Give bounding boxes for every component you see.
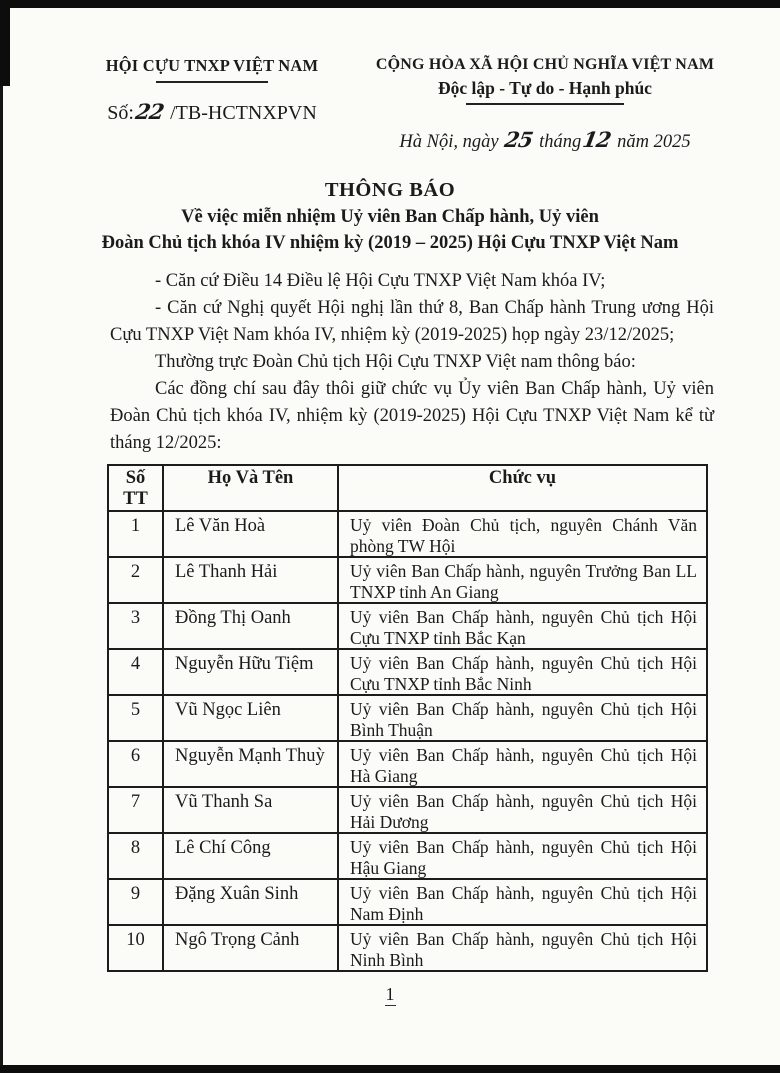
table-row [108,833,707,879]
scan-edge-bottom [0,1065,780,1073]
row-name: Vũ Ngọc Liên [163,695,338,741]
paragraph-basis-2: - Căn cứ Nghị quyết Hội nghị lần thứ 8, Ban Chấp hành Trung ương Hội Cựu TNXP Việt Nam khóa IV, nhiệm kỳ (2019-2025) họp ngày 23/12/2025; [110,298,714,345]
document-header [0,0,780,153]
paragraph-list-intro: Các đồng chí sau đây thôi giữ chức vụ Ủy viên Ban Chấp hành, Uỷ viên Đoàn Chủ tịch khóa IV, nhiệm kỳ (2019-2025) Hội Cựu TNXP Việt Nam kể từ tháng 12/2025: [110,379,714,453]
row-position: Uỷ viên Ban Chấp hành, nguyên Trưởng Ban LL TNXP tỉnh An Giang [338,557,707,603]
document-body [110,268,714,457]
motto-line: Độc lập - Tự do - Hạnh phúc [438,78,652,98]
date-mid: tháng [539,132,582,152]
row-position: Uỷ viên Ban Chấp hành, nguyên Chủ tịch Hội Bình Thuận [338,695,707,741]
table-row [108,649,707,695]
row-number: 4 [108,649,163,695]
issuing-org-block [78,56,346,153]
row-name: Lê Văn Hoà [163,511,338,557]
column-header-name: Họ Và Tên [163,465,338,511]
row-name: Vũ Thanh Sa [163,787,338,833]
scan-edge-left [0,0,3,1073]
row-position: Uỷ viên Ban Chấp hành, nguyên Chủ tịch Hội Hậu Giang [338,833,707,879]
row-position: Uỷ viên Đoàn Chủ tịch, nguyên Chánh Văn phòng TW Hội [338,511,707,557]
row-position: Uỷ viên Ban Chấp hành, nguyên Chủ tịch Hội Hà Giang [338,741,707,787]
republic-line: CỘNG HÒA XÃ HỘI CHỦ NGHĨA VIỆT NAM [375,56,715,73]
date-pre: Hà Nội, ngày [399,132,499,152]
row-name: Nguyễn Mạnh Thuỳ [163,741,338,787]
row-name: Đặng Xuân Sinh [163,879,338,925]
table-row [108,741,707,787]
row-position: Uỷ viên Ban Chấp hành, nguyên Chủ tịch Hội Cựu TNXP tỉnh Bắc Ninh [338,649,707,695]
row-number: 2 [108,557,163,603]
document-title: THÔNG BÁO [324,179,456,201]
document-number-label: Số: [107,102,134,124]
national-header-block [356,56,734,153]
row-position: Uỷ viên Ban Chấp hành, nguyên Chủ tịch Hội Cựu TNXP tỉnh Bắc Kạn [338,603,707,649]
row-number: 3 [108,603,163,649]
row-number: 6 [108,741,163,787]
table-row [108,879,707,925]
page-number [0,984,780,1006]
page-number-value: 1 [385,984,395,1004]
row-number: 5 [108,695,163,741]
dismissal-roster-table [107,464,708,972]
paragraph-announce: Thường trực Đoàn Chủ tịch Hội Cựu TNXP Việt nam thông báo: [155,352,636,372]
paragraph-basis-1: - Căn cứ Điều 14 Điều lệ Hội Cựu TNXP Việt Nam khóa IV; [155,271,606,291]
column-header-number-line1: Số [125,468,146,488]
scan-edge-top [0,0,780,8]
table-row [108,925,707,971]
row-number: 10 [108,925,163,971]
date-month-handwritten: 12 [581,127,613,152]
column-header-number [108,465,163,511]
row-name: Đồng Thị Oanh [163,603,338,649]
column-header-position: Chức vụ [338,465,707,511]
row-position: Uỷ viên Ban Chấp hành, nguyên Chủ tịch Hội Hải Dương [338,787,707,833]
row-number: 9 [108,879,163,925]
document-subtitle-line1: Về việc miễn nhiệm Uỷ viên Ban Chấp hành, Uỷ viên [181,207,599,227]
document-title-block [0,179,780,254]
motto-underline [466,103,624,105]
column-header-number-line2: TT [123,489,148,509]
scan-edge-corner [0,0,10,86]
row-position: Uỷ viên Ban Chấp hành, nguyên Chủ tịch Hội Nam Định [338,879,707,925]
table-row [108,787,707,833]
document-number-suffix: /TB-HCTNXPVN [170,102,317,124]
row-name: Lê Chí Công [163,833,338,879]
table-row [108,603,707,649]
issuing-org-name: HỘI CỰU TNXP VIỆT NAM [105,56,319,75]
place-date-line [356,127,734,153]
row-name: Nguyễn Hữu Tiệm [163,649,338,695]
row-number: 8 [108,833,163,879]
row-number: 1 [108,511,163,557]
row-name: Lê Thanh Hải [163,557,338,603]
row-number: 7 [108,787,163,833]
table-row [108,695,707,741]
document-number-handwritten: 22 [133,99,166,124]
table-row [108,557,707,603]
date-day-handwritten: 25 [503,127,535,152]
row-name: Ngô Trọng Cảnh [163,925,338,971]
table-row [108,511,707,557]
org-underline [156,81,268,83]
document-number [78,99,346,125]
date-post: năm 2025 [617,132,691,152]
table-header-row [108,465,707,511]
document-subtitle-line2: Đoàn Chủ tịch khóa IV nhiệm kỳ (2019 – 2025) Hội Cựu TNXP Việt Nam [101,233,679,253]
row-position: Uỷ viên Ban Chấp hành, nguyên Chủ tịch Hội Ninh Bình [338,925,707,971]
